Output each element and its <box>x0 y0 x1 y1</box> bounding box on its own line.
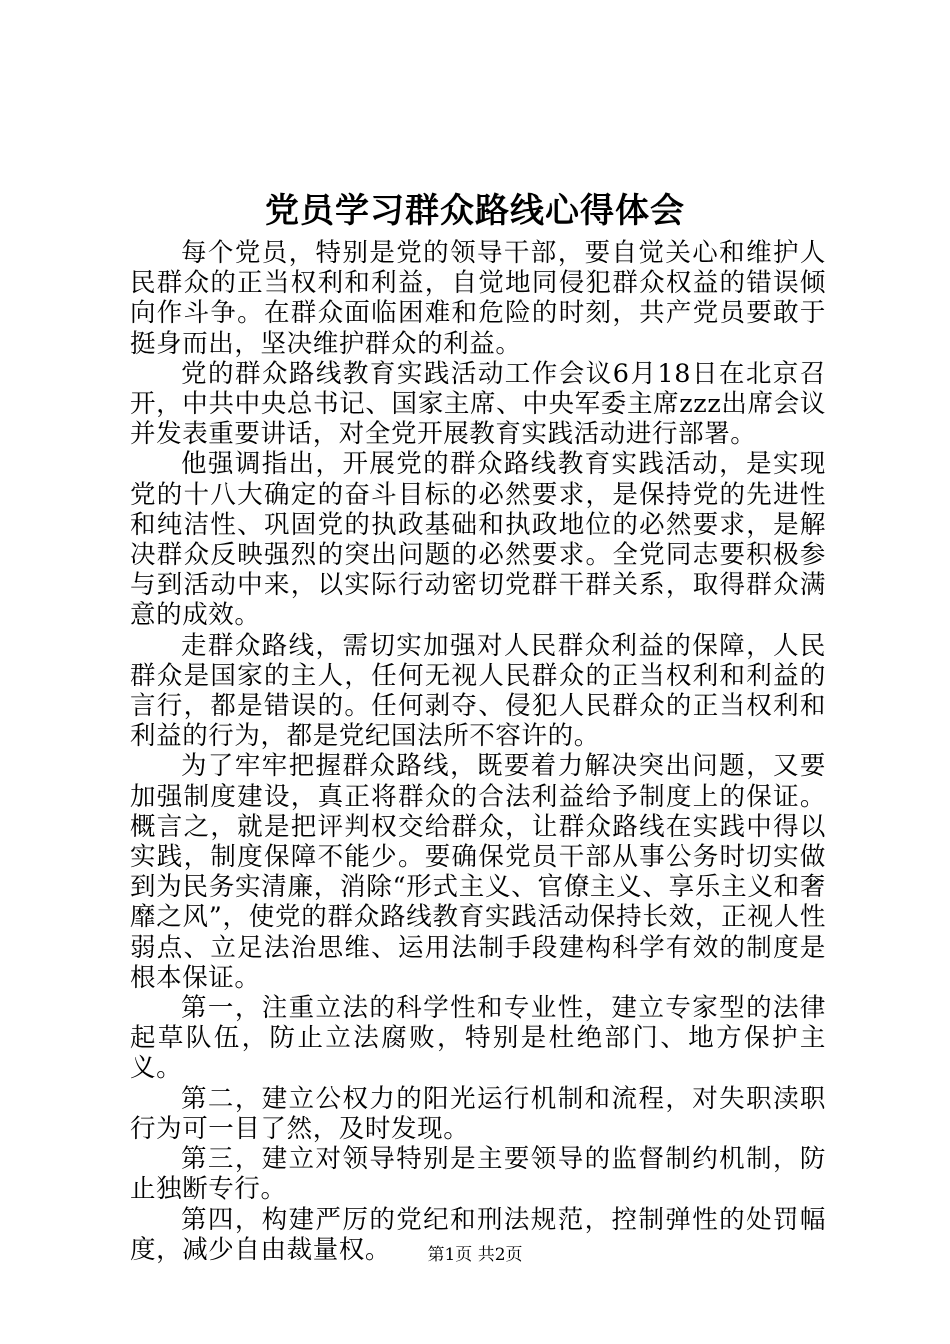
paragraph: 党的群众路线教育实践活动工作会议6月18日在北京召开，中共中央总书记、国家主席、中央军委主席zzz出席会议并发表重要讲话，对全党开展教育实践活动进行部署。 <box>130 358 826 450</box>
paragraph: 第二，建立公权力的阳光运行机制和流程，对失职渎职行为可一目了然，及时发现。 <box>130 1083 826 1144</box>
paragraph: 第一，注重立法的科学性和专业性，建立专家型的法律起草队伍，防止立法腐败，特别是杜绝部门、地方保护主义。 <box>130 993 826 1084</box>
paragraph: 第四，构建严厉的党纪和刑法规范，控制弹性的处罚幅度，减少自由裁量权。 <box>130 1204 826 1265</box>
page-title: 党员学习群众路线心得体会 <box>265 191 685 231</box>
paragraph: 走群众路线，需切实加强对人民群众利益的保障，人民群众是国家的主人，任何无视人民群众的正当权利和利益的言行，都是错误的。任何剥夺、侵犯人民群众的正当权利和利益的行为，都是党纪国法所不容许的。 <box>130 630 826 752</box>
paragraph: 为了牢牢把握群众路线，既要着力解决突出问题，又要加强制度建设，真正将群众的合法利益给予制度上的保证。概言之，就是把评判权交给群众，让群众路线在实践中得以实践，制度保障不能少。要确保党员干部从事公务时切实做到为民务实清廉，消除“形式主义、官僚主义、享乐主义和奢靡之风”，使党的群众路线教育实践活动保持长效，正视人性弱点、立足法治思维、运用法制手段建构科学有效的制度是根本保证。 <box>130 751 826 993</box>
paragraph: 他强调指出，开展党的群众路线教育实践活动，是实现党的十八大确定的奋斗目标的必然要求，是保持党的先进性和纯洁性、巩固党的执政基础和执政地位的必然要求，是解决群众反映强烈的突出问题的必然要求。全党同志要积极参与到活动中来，以实际行动密切党群干群关系，取得群众满意的成效。 <box>130 449 826 631</box>
page-footer: 第1页 共2页 <box>427 1245 523 1265</box>
paragraph: 第三，建立对领导特别是主要领导的监督制约机制，防止独断专行。 <box>130 1144 826 1205</box>
paragraph: 每个党员，特别是党的领导干部，要自觉关心和维护人民群众的正当权利和利益，自觉地同侵犯群众权益的错误倾向作斗争。在群众面临困难和危险的时刻，共产党员要敢于挺身而出，坚决维护群众的利益。 <box>130 238 826 359</box>
document-body <box>130 238 826 1265</box>
